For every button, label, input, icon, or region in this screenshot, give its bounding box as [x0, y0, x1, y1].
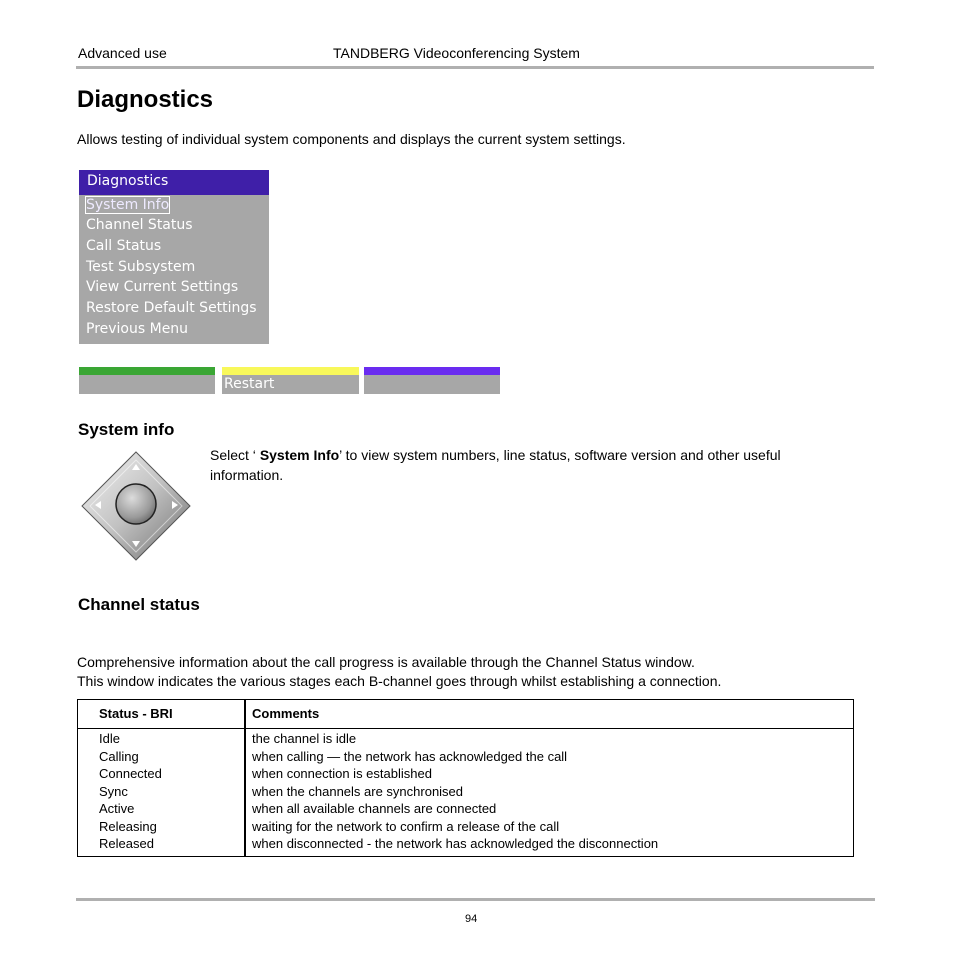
system-info-text-pre: Select ‘ — [210, 447, 260, 463]
menu-item-channel-status[interactable]: Channel Status — [86, 217, 193, 233]
table-cell-status: Idle — [99, 731, 120, 746]
menu-item-system-info[interactable]: System Info — [86, 197, 170, 213]
softkey-green[interactable] — [79, 367, 215, 394]
status-table — [77, 699, 854, 857]
table-body — [78, 729, 854, 857]
menu-item-call-status[interactable]: Call Status — [86, 238, 162, 254]
page-title: Diagnostics — [77, 86, 214, 113]
softkey-restart-label: Restart — [224, 376, 275, 392]
table-cell-comment: when connection is established — [252, 766, 432, 781]
table-cell-status: Sync — [99, 783, 128, 799]
system-info-heading: System info — [78, 420, 175, 439]
header-divider — [76, 66, 874, 69]
system-info-text-post: ’ to view system numbers, line status, software version and other useful — [339, 447, 781, 463]
system-info-text-bold: System Info — [259, 447, 340, 463]
status-column — [78, 729, 246, 857]
channel-status-text-line2: This window indicates the various stages each B-channel goes through whilst establishing a connection. — [77, 673, 722, 689]
menu-item-test-subsystem[interactable]: Test Subsystem — [86, 259, 196, 275]
menu-header — [79, 170, 269, 195]
intro-text: Allows testing of individual system components and displays the current system settings. — [77, 131, 626, 147]
menu-item-restore-default-settings[interactable]: Restore Default Settings — [86, 300, 257, 316]
table-cell-status: Calling — [99, 748, 139, 764]
table-cell-comment: when calling — the network has acknowledged the call — [252, 748, 568, 764]
table-header-comments: Comments — [245, 700, 854, 729]
channel-status-heading: Channel status — [78, 595, 200, 614]
table-cell-comment: when all available channels are connected — [252, 801, 497, 816]
table-cell-comment: when the channels are synchronised — [252, 783, 464, 799]
softkey-green-bar — [79, 367, 215, 375]
menu-item-previous-menu[interactable]: Previous Menu — [86, 321, 189, 337]
table-header-status: Status - BRI — [78, 700, 246, 729]
table-cell-status: Active — [99, 801, 135, 816]
diagnostics-menu — [79, 170, 269, 344]
table-header-row — [78, 700, 854, 729]
table-cell-comment: waiting for the network to confirm a release of the call — [252, 818, 560, 834]
navigation-pad-icon — [80, 450, 192, 562]
softkey-purple[interactable] — [364, 367, 500, 394]
table-cell-status: Released — [99, 836, 154, 851]
header-section: Advanced use — [78, 45, 167, 61]
table-cell-status: Connected — [99, 766, 162, 781]
softkey-yellow-bar — [222, 367, 359, 375]
table-cell-comment: when disconnected - the network has acknowledged the disconnection — [252, 836, 659, 851]
menu-title: Diagnostics — [87, 173, 169, 189]
softkey-restart[interactable] — [222, 367, 359, 394]
channel-status-text-line1: Comprehensive information about the call progress is available through the Channel Status window. — [77, 654, 695, 670]
table-cell-comment: the channel is idle — [252, 731, 357, 746]
comments-column — [245, 729, 854, 857]
page-number: 94 — [465, 913, 478, 925]
table-cell-status: Releasing — [99, 818, 157, 834]
header-doc-title: TANDBERG Videoconferencing System — [333, 45, 580, 61]
system-info-description — [210, 445, 781, 465]
footer-divider — [76, 898, 875, 901]
softkey-purple-bar — [364, 367, 500, 375]
system-info-description-line2: information. — [210, 467, 284, 483]
menu-item-view-current-settings[interactable]: View Current Settings — [86, 279, 239, 295]
